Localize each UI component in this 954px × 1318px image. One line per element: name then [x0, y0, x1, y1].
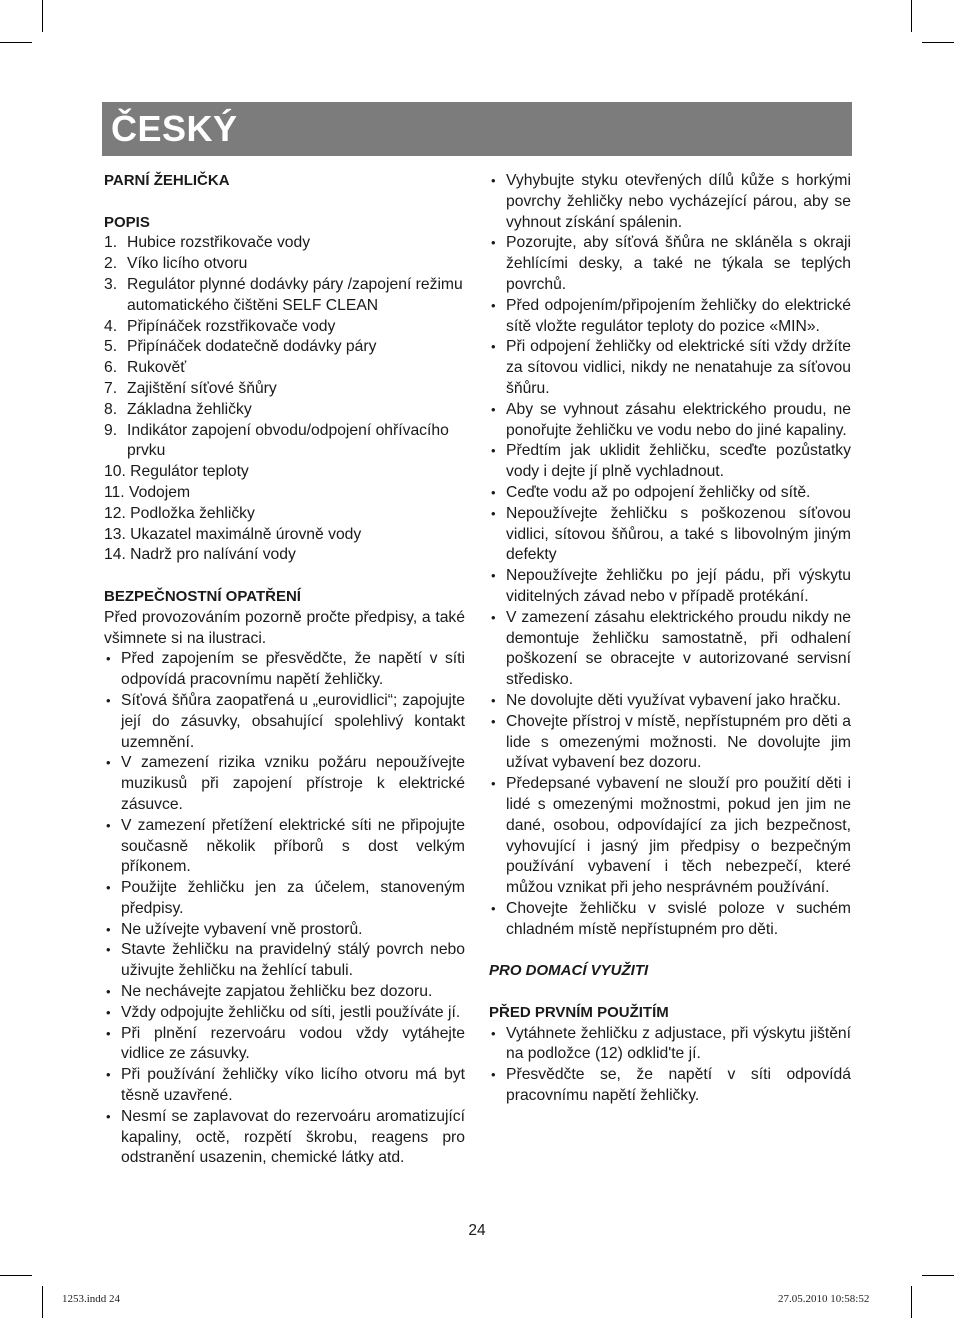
item-number: 6.: [104, 359, 118, 377]
description-item: [104, 275, 465, 317]
bullet-item: [489, 441, 851, 483]
crop-mark: [0, 42, 32, 43]
bullet-item: [489, 1065, 851, 1107]
bullet-item: [104, 649, 465, 691]
bullet-text: Vytáhnete žehličku z adjustace, při výskytu jištění na podložce (12) odklid'te jí.: [506, 1024, 851, 1063]
product-title: PARNÍ ŽEHLIČKA: [104, 172, 230, 189]
bullet-text: Chovejte přístroj v místě, nepřístupném pro děti a lide s omezenými možnosti. Ne dovolujte jim užívat vybavení bez dozoru.: [506, 712, 851, 772]
bullet-text: Ceďte vodu až po odpojení žehličky od sítě.: [506, 483, 811, 501]
bullet-icon: •: [106, 1025, 111, 1041]
bullet-item: [104, 1107, 465, 1169]
bullet-icon: •: [106, 1004, 111, 1020]
safety-list: [104, 649, 465, 1169]
item-number: 2.: [104, 255, 118, 273]
crop-mark: [922, 1275, 954, 1276]
description-heading: POPIS: [104, 213, 150, 231]
safety-list-continued: [489, 171, 851, 940]
bullet-icon: •: [491, 568, 496, 584]
description-list: [104, 233, 465, 566]
bullet-text: Nepoužívejte žehličku po její pádu, při výskytu viditelných závad nebo v případě protékání.: [506, 567, 851, 605]
description-item: [104, 358, 465, 379]
bullet-icon: •: [491, 1025, 496, 1041]
bullet-text: Ne užívejte vybavení vně prostorů.: [121, 920, 363, 938]
description-item: [104, 525, 465, 546]
crop-mark: [911, 1286, 912, 1318]
bullet-icon: •: [491, 713, 496, 729]
bullet-icon: •: [106, 921, 111, 937]
bullet-icon: •: [491, 484, 496, 500]
safety-intro: Před provozováním pozorně pročte předpisy, a také všimnete si na ilustraci.: [104, 608, 465, 647]
bullet-item: [104, 878, 465, 920]
bullet-icon: •: [491, 443, 496, 459]
bullet-icon: •: [491, 609, 496, 625]
bullet-icon: •: [106, 880, 111, 896]
bullet-icon: •: [491, 297, 496, 313]
item-text: Ukazatel maximálně úrovně vody: [130, 525, 362, 543]
bullet-icon: •: [491, 505, 496, 521]
item-number: 11.: [104, 483, 125, 501]
bullet-item: [104, 1003, 465, 1024]
bullet-item: [104, 920, 465, 941]
item-text: Zajištění síťové šňůry: [127, 379, 277, 397]
bullet-item: [489, 899, 851, 941]
item-text: Regulátor teploty: [130, 463, 249, 481]
bullet-text: Vyhybujte styku otevřených dílů kůže s horkými povrchy žehličky nebo vycházející párou, aby se vyhnout získání spálenin.: [506, 172, 851, 231]
item-text: Rukověť: [127, 359, 187, 377]
bullet-icon: •: [106, 692, 111, 708]
bullet-icon: •: [106, 755, 111, 771]
item-number: 8.: [104, 400, 118, 418]
description-item: [104, 421, 465, 463]
description-item: [104, 545, 465, 566]
bullet-text: Nesmí se zaplavovat do rezervoáru aromatizující kapaliny, octě, rozpětí škrobu, reagens pro odstranění usazenin, chemické látky atd.: [121, 1107, 465, 1167]
crop-mark: [0, 1275, 32, 1276]
item-number: 12.: [104, 504, 126, 522]
item-number: 13.: [104, 525, 126, 543]
bullet-item: [104, 816, 465, 878]
bullet-item: [489, 774, 851, 899]
crop-mark: [911, 0, 912, 32]
bullet-item: [489, 712, 851, 774]
bullet-text: Přesvědčte se, že napětí v síti odpovídá pracovnímu napětí žehličky.: [506, 1066, 851, 1105]
bullet-item: [489, 171, 851, 233]
bullet-item: [104, 940, 465, 982]
bullet-text: Vždy odpojujte žehličku od síti, jestli používáte jí.: [121, 1003, 461, 1021]
item-text: Nadrž pro nalívání vody: [130, 546, 296, 564]
print-slug-file: 1253.indd 24: [62, 1293, 121, 1305]
bullet-text: Při odpojení žehličky od elektrické síti vždy držíte za sítovou vidlici, nikdy ne nenatahuje za síťovou šňůru.: [506, 338, 851, 397]
bullet-text: V zamezení rizika vzniku požáru nepoužívejte muzikusů při zapojení přístroje k elektrické zásuvce.: [121, 754, 465, 813]
bullet-item: [489, 504, 851, 566]
bullet-item: [489, 691, 851, 712]
bullet-item: [104, 753, 465, 815]
bullet-item: [489, 1024, 851, 1066]
bullet-item: [489, 483, 851, 504]
description-item: [104, 337, 465, 358]
bullet-icon: •: [491, 776, 496, 792]
bullet-icon: •: [106, 984, 111, 1000]
language-header-bar: [102, 102, 852, 156]
item-text: Podložka žehličky: [130, 504, 255, 522]
bullet-item: [104, 982, 465, 1003]
bullet-item: [489, 337, 851, 399]
bullet-text: Stavte žehličku na pravidelný stálý povrch nebo uživujte žehličku na žehlící tabuli.: [121, 941, 465, 980]
bullet-item: [489, 400, 851, 442]
bullet-text: V zamezení zásahu elektrického proudu nikdy ne demontuje žehličku samostatně, při odhalení poškození se obracejte v autorizované servisní středisko.: [506, 608, 851, 689]
item-number: 10.: [104, 463, 126, 481]
bullet-item: [104, 1065, 465, 1107]
bullet-icon: •: [491, 1067, 496, 1083]
bullet-text: Ne dovolujte děti využívat vybavení jako hračku.: [506, 691, 841, 709]
bullet-text: Předepsané vybavení ne slouží pro použití děti i lidé s omezenými možnostmi, pokud jen jim ne dané, osobou, odpovídající za jich bezpečnost, vyhovující i jasný jim předpisy o bezpečným používání vybavení i těch nebezpečí, které můžou vznikat při jeho nesprávném používání.: [506, 775, 851, 897]
item-number: 4.: [104, 317, 118, 335]
item-number: 5.: [104, 338, 118, 356]
bullet-icon: •: [106, 651, 111, 667]
bullet-text: Síťová šňůra zaopatřená u „eurovidlici“; zapojujte její do zásuvky, obsahující spolehlivý kontakt uzemnění.: [121, 691, 465, 751]
bullet-icon: •: [491, 692, 496, 708]
domestic-use-heading: PRO DOMACÍ VYUŽITI: [489, 962, 649, 980]
item-text: Indikátor zapojení obvodu/odpojení ohřívacího prvku: [127, 421, 449, 460]
description-item: [104, 379, 465, 400]
item-number: 9.: [104, 421, 118, 439]
bullet-item: [489, 566, 851, 608]
crop-mark: [922, 42, 954, 43]
bullet-text: Před zapojením se přesvědčte, že napětí v síti odpovídá pracovnímu napětí žehličky.: [121, 650, 465, 689]
description-item: [104, 254, 465, 275]
bullet-icon: •: [491, 900, 496, 916]
item-text: Základna žehličky: [127, 400, 252, 418]
print-slug-date: 27.05.2010 10:58:52: [778, 1293, 870, 1305]
description-item: [104, 504, 465, 525]
safety-heading: BEZPEČNOSTNÍ OPATŘENÍ: [104, 587, 301, 605]
item-text: Připínáček rozstřikovače vody: [127, 317, 336, 335]
bullet-text: Nepoužívejte žehličku s poškozenou síťovou vidlici, sítovou šňůrou, a také s libovolným jiným defekty: [506, 504, 851, 564]
bullet-icon: •: [491, 339, 496, 355]
description-item: [104, 233, 465, 254]
item-number: 3.: [104, 275, 118, 293]
bullet-text: V zamezení přetížení elektrické síti ne připojujte současně několik příborů s dost velkým příkonem.: [121, 816, 465, 876]
description-item: [104, 462, 465, 483]
right-column: [489, 171, 851, 1107]
bullet-text: Ne nechávejte zapjatou žehličku bez dozoru.: [121, 983, 433, 1001]
bullet-icon: •: [491, 235, 496, 251]
item-text: Víko licího otvoru: [127, 255, 248, 273]
bullet-text: Při používání žehličky víko licího otvoru má byt těsně uzavřené.: [121, 1066, 465, 1105]
bullet-text: Použijte žehličku jen za účelem, stanoveným předpisy.: [121, 879, 465, 917]
left-column: [104, 171, 465, 1169]
crop-mark: [42, 1286, 43, 1318]
language-title: ČESKÝ: [111, 108, 238, 149]
item-number: 1.: [104, 234, 118, 252]
bullet-text: Chovejte žehličku v svislé poloze v suchém chladném místě nepřístupném pro děti.: [506, 899, 851, 938]
bullet-icon: •: [491, 173, 496, 188]
bullet-item: [489, 608, 851, 691]
crop-mark: [42, 0, 43, 32]
description-item: [104, 483, 465, 504]
first-use-heading: PŘED PRVNÍM POUŽITÍM: [489, 1003, 669, 1021]
item-text: Hubice rozstřikovače vody: [127, 234, 311, 252]
item-number: 7.: [104, 379, 118, 397]
bullet-icon: •: [106, 1108, 111, 1124]
bullet-icon: •: [106, 1067, 111, 1083]
bullet-icon: •: [491, 401, 496, 417]
item-text: Vodojem: [129, 483, 191, 501]
bullet-text: Před odpojením/připojením žehličky do elektrické sítě vložte regulátor teploty do pozice «MIN».: [506, 296, 851, 335]
item-number: 14.: [104, 546, 126, 564]
bullet-icon: •: [106, 942, 111, 958]
bullet-text: Při plnění rezervoáru vodou vždy vytáhejte vidlice ze zásuvky.: [121, 1024, 465, 1063]
page-number: 24: [468, 1222, 486, 1239]
bullet-text: Předtím jak uklidit žehličku, sceďte pozůstatky vody i dejte jí plně vychladnout.: [506, 442, 851, 481]
bullet-text: Pozorujte, aby síťová šňůra ne skláněla s okraji žehlícími desky, a také ne týkala se teplých povrchů.: [506, 234, 851, 293]
bullet-item: [104, 691, 465, 753]
bullet-icon: •: [106, 817, 111, 833]
bullet-text: Aby se vyhnout zásahu elektrického proudu, ne ponořujte žehličku ve vodu nebo do jiné kapaliny.: [506, 400, 851, 439]
first-use-list: [489, 1024, 851, 1107]
bullet-item: [489, 296, 851, 338]
item-text: Regulátor plynné dodávky páry /zapojení režimu automatického čištěni SELF CLEAN: [127, 275, 463, 314]
bullet-item: [104, 1024, 465, 1066]
description-item: [104, 400, 465, 421]
bullet-item: [489, 233, 851, 295]
item-text: Připínáček dodatečně dodávky páry: [127, 338, 377, 356]
description-item: [104, 317, 465, 338]
